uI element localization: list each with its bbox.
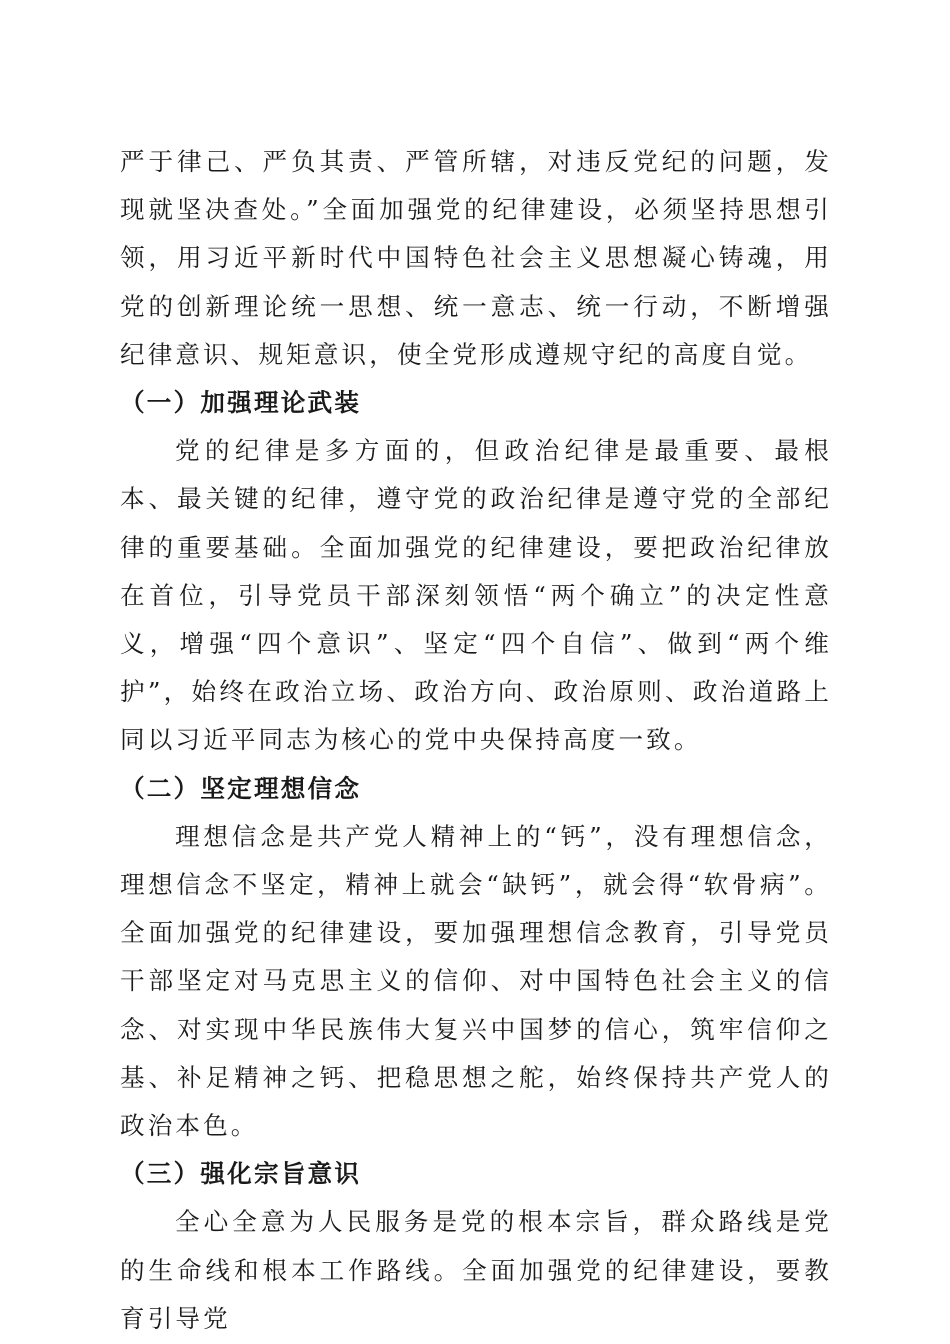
section-heading-2: （二）坚定理想信念 xyxy=(120,773,362,803)
paragraph-section-1: 党的纪律是多方面的，但政治纪律是最重要、最根本、最关键的纪律，遵守党的政治纪律是遵守党的全部纪律的重要基础。全面加强党的纪律建设，要把政治纪律放在首位，引导党员干部深刻领悟“两个确立”的决定性意义，增强“四个意识”、坚定“四个自信”、做到“两个维护”，始终在政治立场、政治方向、政治原则、政治道路上同以习近平同志为核心的党中央保持高度一致。 xyxy=(120,436,832,755)
document-body xyxy=(120,138,832,1343)
paragraph-section-2: 理想信念是共产党人精神上的“钙”，没有理想信念，理想信念不坚定，精神上就会“缺钙”，就会得“软骨病”。全面加强党的纪律建设，要加强理想信念教育，引导党员干部坚定对马克思主义的信仰、对中国特色社会主义的信念、对实现中华民族伟大复兴中国梦的信心，筑牢信仰之基、补足精神之钙、把稳思想之舵，始终保持共产党人的政治本色。 xyxy=(120,821,832,1141)
section-heading-1: （一）加强理论武装 xyxy=(120,388,362,418)
paragraph-intro: 严于律己、严负其责、严管所辖，对违反党纪的问题，发现就坚决查处。”全面加强党的纪律建设，必须坚持思想引领，用习近平新时代中国特色社会主义思想凝心铸魂，用党的创新理论统一思想、统一意志、统一行动，不断增强纪律意识、规矩意识，使全党形成遵规守纪的高度自觉。 xyxy=(120,147,832,369)
section-heading-3: （三）强化宗旨意识 xyxy=(120,1159,362,1189)
paragraph-section-3: 全心全意为人民服务是党的根本宗旨，群众路线是党的生命线和根本工作路线。全面加强党的纪律建设，要教育引导党 xyxy=(120,1207,832,1333)
